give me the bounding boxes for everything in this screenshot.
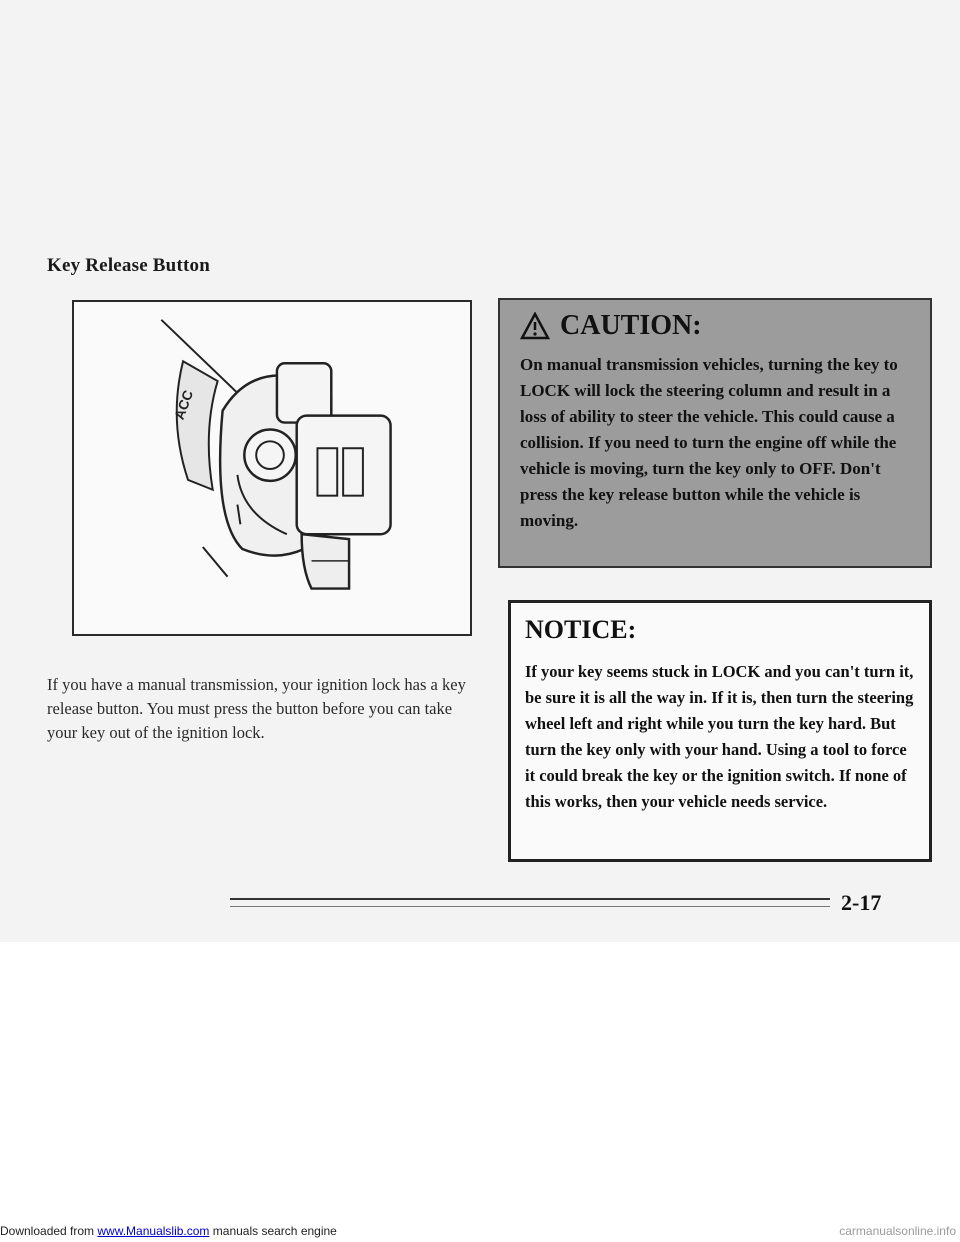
caution-box: [498, 298, 932, 568]
steering-column: [177, 361, 218, 489]
footer-rule: [230, 898, 830, 900]
notice-box: [508, 600, 932, 862]
acc-label: ACC: [170, 387, 197, 422]
release-button: [244, 429, 295, 480]
notice-title: NOTICE:: [525, 615, 637, 644]
body-paragraph: If you have a manual transmission, your ignition lock has a key release button. You must press the button before you can take your key out of the ignition lock.: [47, 675, 466, 742]
caution-title: CAUTION:: [560, 310, 702, 341]
footer-rule-thin: [230, 906, 830, 907]
watermark: carmanualsonline.info: [839, 1224, 956, 1238]
key-head-top: [277, 363, 331, 422]
pointer-line-lower: [203, 547, 228, 577]
section-heading: Key Release Button: [47, 255, 210, 276]
download-footer: [0, 1224, 337, 1238]
page-number: 2-17: [841, 890, 882, 915]
warning-triangle-icon: [520, 312, 550, 340]
footer-suffix: manuals search engine: [209, 1224, 337, 1238]
ignition-diagram: [74, 302, 470, 634]
manualslib-link[interactable]: www.Manualslib.com: [97, 1224, 210, 1238]
notice-text: If your key seems stuck in LOCK and you can't turn it, be sure it is all the way in. If it is, then turn the steering wheel left and right while you turn the key hard. But turn the key only with your hand. Using a tool to force it could break the key or the ignition switch. If none of this works, then your vehicle needs service.: [525, 662, 914, 811]
caution-text: On manual transmission vehicles, turning the key to LOCK will lock the steering column and result in a loss of ability to steer the vehicle. This could cause a collision. If you need to turn the engine off while the vehicle is moving, turn the key only to OFF. Don't press the key release button while the vehicle is moving.: [520, 355, 898, 530]
footer-prefix: Downloaded from: [0, 1224, 98, 1238]
caution-header: [520, 310, 916, 342]
ignition-lock-illustration: [72, 300, 472, 636]
